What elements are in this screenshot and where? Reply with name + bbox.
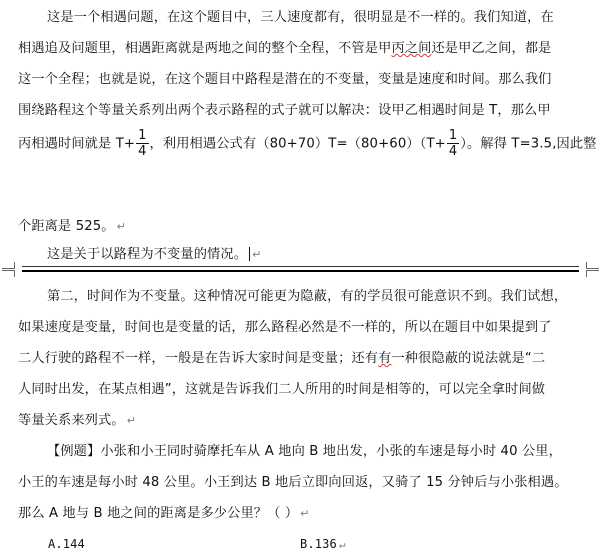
fraction-numerator: 1 <box>138 128 147 143</box>
paragraph-mark-icon: ↵ <box>116 220 127 233</box>
text-run: 人同时出发，在某点相遇”，这就是告诉我们二人所用的时间是相等的，可以完全拿时间做 <box>18 382 546 397</box>
fraction <box>136 128 148 159</box>
text-run: 小王的车速是每小时 48 公里。小王到达 B 地后立即向回返，又骑了 15 分钟后与小张相遇。 <box>18 475 568 490</box>
paragraph-line <box>18 378 545 397</box>
page-bottom-rule <box>22 266 579 267</box>
option-b: B.136 <box>300 537 337 551</box>
paragraph-mark-icon: ↵ <box>252 248 262 261</box>
text-run: 如果速度是变量，时间也是变量的话，那么路程必然是不一样的，所以在题目中如果提到了 <box>18 320 552 335</box>
paragraph-line <box>18 99 551 118</box>
text-run: 那么 A 地与 B 地之间的距离是多少公里？（ ） <box>18 506 299 521</box>
paragraph-mark-icon: ↵ <box>126 414 137 427</box>
corner-mark <box>586 270 599 277</box>
text-run: 个距离是 525。 <box>18 219 115 234</box>
text-cursor <box>249 247 250 261</box>
text-run: 还是甲乙之间，都是 <box>431 41 552 56</box>
paragraph-line <box>47 285 567 304</box>
text-run: 丙相遇时间就是 T+ <box>18 136 136 152</box>
text-run: ）。解得 T=3.5,因此整 <box>460 136 597 152</box>
paragraph-line <box>18 316 552 335</box>
corner-mark <box>2 270 15 277</box>
paragraph-line <box>47 440 562 459</box>
text-run: 这是一个相遇问题，在这个题目中，三人速度都有，很明显是不一样的。我们知道，在 <box>47 10 554 25</box>
paragraph-line <box>18 471 568 490</box>
paragraph-line <box>47 6 554 25</box>
paragraph-line <box>18 215 126 234</box>
paragraph-line <box>18 409 136 428</box>
paragraph-line-with-fractions <box>18 128 597 159</box>
page-break-separator <box>0 262 601 276</box>
text-run: 这一个全程；也就是说，在这个题目中路程是潜在的不变量，变量是速度和时间。那么我们 <box>18 72 552 87</box>
text-run: 第二，时间作为不变量。这种情况可能更为隐蔽，有的学员很可能意识不到。我们试想， <box>47 289 568 304</box>
text-run: 这是关于以路程为不变量的情况。 <box>47 247 248 262</box>
text-run: 相遇追及问题里，相遇距离就是两地之间的整个全程，不管是甲 <box>18 41 392 56</box>
page-top-rule <box>22 270 579 272</box>
paragraph-line <box>18 68 552 87</box>
option-a: A.144 <box>48 537 85 551</box>
text-run: 【例题】小张和小王同时骑摩托车从 A 地向 B 地出发，小张的车速是每小时 40 公里， <box>47 444 562 459</box>
fraction-denominator: 4 <box>448 144 458 159</box>
text-run: 围绕路程这个等量关系列出两个表示路程的式子就可以解决：设甲乙相遇时间是 T，那么甲 <box>18 103 551 118</box>
spellcheck-underlined-text[interactable]: 有 <box>378 351 392 366</box>
paragraph-line <box>47 243 261 262</box>
paragraph-line <box>18 37 552 56</box>
text-run: 二人行驶的路程不一样，一般是在告诉大家时间是变量；还有 <box>18 351 379 366</box>
spellcheck-underlined-text[interactable]: 丙之间 <box>391 41 432 56</box>
paragraph-mark-icon: ↵ <box>338 538 346 551</box>
text-run: 一种很隐蔽的说法就是“二 <box>391 351 546 366</box>
fraction-denominator: 4 <box>138 144 147 159</box>
paragraph-line <box>18 347 545 366</box>
text-run: ，利用相遇公式有（80+70）T=（80+60）（T+ <box>149 136 446 152</box>
corner-mark <box>586 262 599 269</box>
option-line <box>300 537 346 551</box>
corner-mark <box>2 262 15 269</box>
text-run: 等量关系来列式。 <box>18 413 125 428</box>
fraction <box>447 128 459 159</box>
paragraph-mark-icon: ↵ <box>300 507 310 520</box>
fraction-numerator: 1 <box>448 128 458 143</box>
paragraph-line <box>18 502 310 521</box>
option-line <box>48 537 85 551</box>
